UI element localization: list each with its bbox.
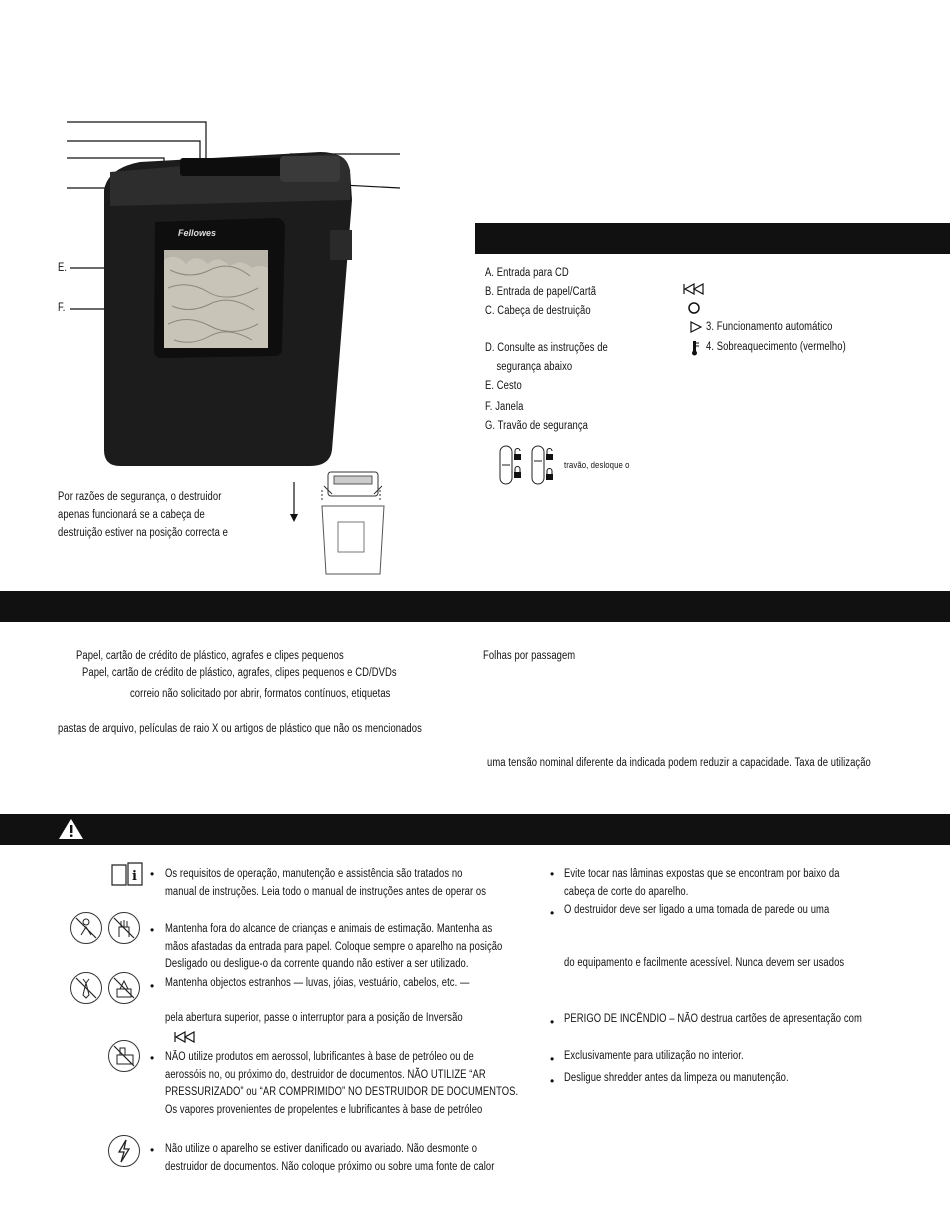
spec-materials: Papel, cartão de crédito de plástico, agrafes e clipes pequenos	[76, 650, 344, 662]
component-item: segurança abaixo	[496, 361, 573, 373]
bullet: •	[550, 867, 555, 881]
book-info-icon	[110, 861, 144, 887]
notice-line: Por razões de segurança, o destruidor	[58, 491, 222, 503]
label-e: E.	[58, 262, 68, 274]
safety-item-children	[165, 921, 502, 974]
reverse-icon	[173, 1031, 197, 1043]
bullet: •	[550, 906, 555, 920]
spec-voltage: uma tensão nominal diferente da indicada podem reduzir a capacidade. Taxa de utilização	[487, 757, 871, 769]
safety-line: Mantenha fora do alcance de crianças e animais de estimação. Mantenha as	[165, 923, 493, 935]
safety-line: PRESSURIZADO” ou “AR COMPRIMIDO” NO DESTRUIDOR DE DOCUMENTOS.	[165, 1086, 519, 1098]
safety-item-outlet-2: do equipamento e facilmente acessível. Nunca devem ser usados	[564, 957, 845, 969]
safety-line: Os vapores provenientes de propelentes e lubrificantes à base de petróleo	[165, 1103, 483, 1116]
component-item: D. Consulte as instruções de	[485, 342, 608, 354]
component-item: E. Cesto	[485, 380, 522, 392]
safety-item-fire: PERIGO DE INCÊNDIO – NÃO destrua cartões de apresentação com	[564, 1013, 862, 1025]
components-list	[485, 264, 608, 436]
head-basket-illustration	[284, 462, 394, 582]
unlock-icon	[514, 454, 521, 460]
safety-line: NÃO utilize produtos em aerossol, lubrificantes à base de petróleo ou de	[165, 1051, 474, 1063]
component-item: A. Entrada para CD	[485, 267, 569, 279]
safety-item-unplug: Desligue shredder antes da limpeza ou manutenção.	[564, 1072, 789, 1084]
no-aerosol-icon	[108, 1040, 140, 1072]
component-item: B. Entrada de papel/Cartã	[485, 286, 597, 298]
lock-switch-illustration	[498, 444, 560, 488]
component-item: G. Travão de segurança	[485, 420, 588, 432]
no-tie-icon	[70, 972, 102, 1004]
safety-line: destruidor de documentos. Não coloque próximo ou sobre uma fonte de calor	[165, 1160, 495, 1173]
safety-item-outlet: O destruidor deve ser ligado a uma tomada de parede ou uma	[564, 904, 830, 916]
off-icon	[687, 301, 701, 315]
control-auto: 3. Funcionamento automático	[706, 321, 833, 333]
no-hands-icon	[108, 912, 140, 944]
bullet: •	[150, 867, 155, 881]
label-f: F.	[58, 302, 66, 314]
safety-line: Os requisitos de operação, manutenção e assistência são tratados no	[165, 868, 463, 880]
no-children-icon	[70, 912, 102, 944]
spec-sheets: Folhas por passagem	[483, 650, 576, 662]
notice-line: destruição estiver na posição correcta e	[58, 527, 228, 539]
notice-line: apenas funcionará se a cabeça de	[58, 509, 205, 521]
reverse-icon	[682, 283, 706, 295]
bullet: •	[150, 1143, 155, 1157]
safety-line: Evite tocar nas lâminas expostas que se encontram por baixo da	[564, 868, 840, 880]
safety-line: Não utilize o aparelho se estiver danificado ou avariado. Não desmonte o	[165, 1143, 478, 1155]
bullet: •	[150, 979, 155, 993]
lock-icon	[514, 472, 521, 478]
spec-exclusions: pastas de arquivo, películas de raio X ou artigos de plástico que não os mencionados	[58, 723, 422, 735]
electrical-hazard-icon	[108, 1135, 140, 1167]
safety-item-objects: Mantenha objectos estranhos — luvas, jóias, vestuário, cabelos, etc. —	[165, 977, 470, 989]
lock-caption: travão, desloque o	[564, 460, 630, 471]
thermometer-icon	[690, 340, 700, 356]
bullet: •	[550, 1052, 555, 1066]
bullet: •	[150, 1051, 155, 1065]
safety-item-damaged	[165, 1141, 494, 1176]
safety-item-objects-2: pela abertura superior, passe o interruptor para a posição de Inversão	[165, 1012, 463, 1024]
component-item: C. Cabeça de destruição	[485, 305, 591, 317]
bullet: •	[550, 1015, 555, 1029]
safety-item-aerosol	[165, 1049, 518, 1119]
bullet: •	[550, 1074, 555, 1088]
shredder-illustration	[60, 110, 420, 480]
warning-triangle-icon	[58, 818, 84, 840]
spec-junk-mail: correio não solicitado por abrir, formatos contínuos, etiquetas	[130, 688, 391, 700]
safety-line: Desligado ou desligue-o da corrente quando não estiver a ser utilizado.	[165, 958, 469, 970]
safety-line: manual de instruções. Leia todo o manual de instruções antes de operar os	[165, 885, 487, 898]
safety-line: cabeça de corte do aparelho.	[564, 885, 689, 898]
safety-header-bar	[0, 814, 950, 845]
safety-notice	[58, 488, 228, 542]
safety-item-manual	[165, 866, 486, 901]
component-item: F. Janela	[485, 401, 524, 413]
safety-line: aerossóis no, ou próximo do, destruidor de documentos. NÃO UTILIZE “AR	[165, 1068, 486, 1081]
svg-text:Fellowes: Fellowes	[178, 228, 217, 238]
components-header-bar	[475, 223, 950, 254]
spec-materials-cd: Papel, cartão de crédito de plástico, agrafes, clipes pequenos e CD/DVDs	[82, 667, 397, 679]
safety-item-blades	[564, 866, 840, 901]
safety-item-indoor: Exclusivamente para utilização no interior.	[564, 1050, 744, 1062]
control-overheat: 4. Sobreaquecimento (vermelho)	[706, 341, 846, 353]
no-loose-items-icon	[108, 972, 140, 1004]
safety-line: mãos afastadas da entrada para papel. Coloque sempre o aparelho na posição	[165, 940, 503, 953]
bullet: •	[150, 923, 155, 937]
auto-icon	[690, 321, 702, 333]
svg-text:i: i	[132, 869, 137, 884]
specifications-header-bar	[0, 591, 950, 622]
